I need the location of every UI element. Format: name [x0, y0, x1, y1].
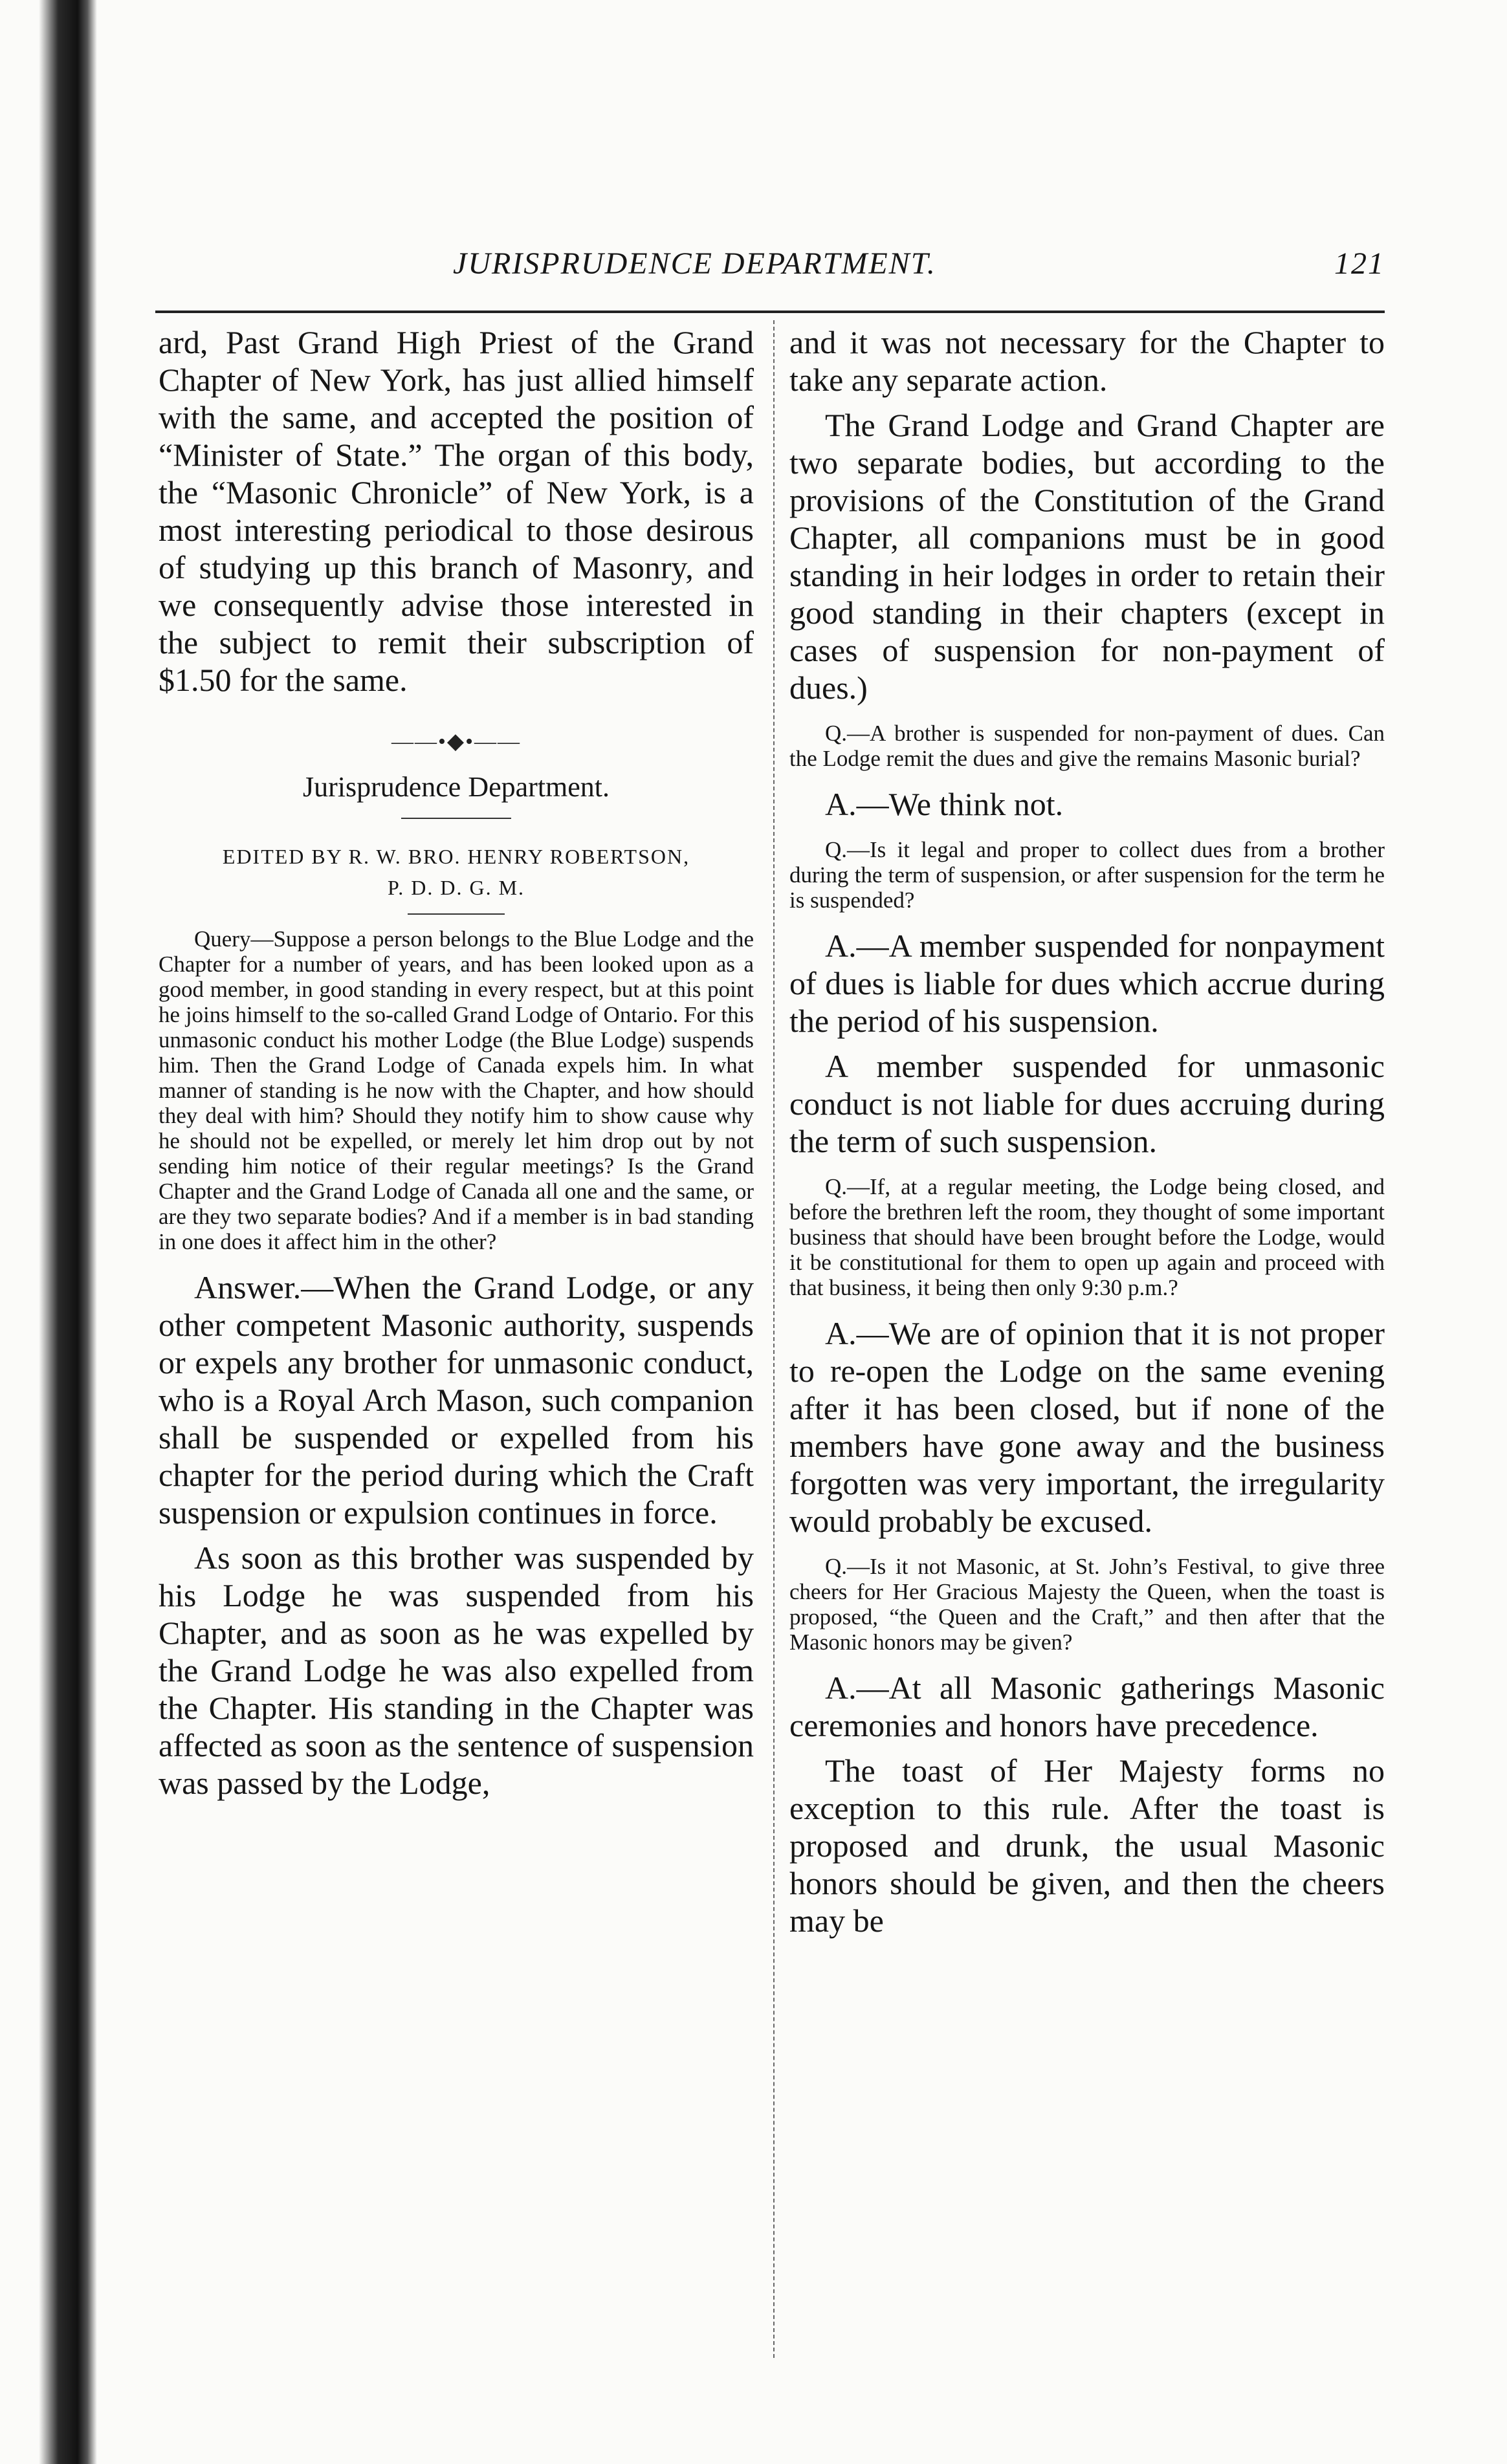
running-title: JURISPRUDENCE DEPARTMENT.: [453, 246, 936, 281]
continuation-paragraph: and it was not necessary for the Chapter to take any separate action.: [789, 324, 1385, 398]
page-binding-edge: [0, 0, 97, 2464]
editor-rule: [408, 913, 505, 915]
opening-paragraph: ard, Past Grand High Priest of the Grand Chapter of New York, has just allied himself with the same, and accepted the position of “Minister of State.” The organ of this body, the “Masonic Chronicle” of New York, is a most interesting periodical to those desirous of studying up this branch of Masonry, and we consequently advise those interested in the subject to remit their subscription of $1.50 for the same.: [159, 324, 754, 698]
answer-paragraph: A member suspended for unmasonic conduct is not liable for dues accruing during the term of such suspension.: [789, 1048, 1385, 1159]
body-paragraph: The Grand Lodge and Grand Chapter are two separate bodies, but according to the provisions of the Constitution of the Grand Chapter, all companions must be in good standing in heir lodges in order to retain their good standing in their chapters (except in cases of suspension for non-payment of dues.): [789, 407, 1385, 706]
answer-paragraph: A.—We are of opinion that it is not proper to re-open the Lodge on the same evening after it has been closed, but if none of the members have gone away and the business forgotten was very important, the irregularity would probably be excused.: [789, 1315, 1385, 1539]
title-rule: [401, 818, 511, 819]
editor-line: [159, 841, 754, 903]
answer-paragraph: The toast of Her Majesty forms no exception to this rule. After the toast is proposed and drunk, the usual Masonic honors should be given, and then the cheers may be: [789, 1752, 1385, 1939]
answer-paragraph: A.—We think not.: [825, 786, 1064, 822]
editor-name: EDITED BY R. W. BRO. HENRY ROBERTSON,: [222, 845, 690, 868]
question-paragraph: Q.—A brother is suspended for non-payment of dues. Can the Lodge remit the dues and give the remains Masonic burial?: [789, 721, 1385, 771]
left-column: [159, 323, 754, 1802]
answer-paragraph: Answer.—When the Grand Lodge, or any other competent Masonic authority, suspends or expels any brother for unmasonic conduct, who is a Royal Arch Mason, such companion shall be suspended or expelled from his chapter for the period during which the Craft suspension or expulsion continues in force.: [159, 1269, 754, 1531]
question-paragraph: Q.—Is it legal and proper to collect dues from a brother during the term of suspension, or after suspension for the term he is suspended?: [789, 837, 1385, 913]
page-number: 121: [1334, 246, 1385, 281]
right-column: [789, 323, 1385, 1939]
body-paragraph: As soon as this brother was suspended by his Lodge he was suspended from his Chapter, and as soon as he was expelled by the Grand Lodge he was also expelled from the Chapter. His standing in the Chapter was affected as soon as the sentence of suspension was passed by the Lodge,: [159, 1540, 754, 1801]
section-ornament: ——•◆•——: [391, 730, 521, 754]
answer-paragraph: A.—A member suspended for nonpayment of dues is liable for dues which accrue during the period of his suspension.: [789, 928, 1385, 1039]
column-divider: [773, 320, 775, 2358]
question-paragraph: Q.—If, at a regular meeting, the Lodge being closed, and before the brethren left the room, they thought of some important business that should have been brought before the Lodge, would it be constitutional for them to open up again and proceed with that business, it being then only 9:30 p.m.?: [789, 1174, 1385, 1300]
running-header: [155, 246, 1385, 298]
editor-title: P. D. D. G. M.: [387, 876, 525, 899]
question-paragraph: Q.—Is it not Masonic, at St. John’s Festival, to give three cheers for Her Gracious Majesty the Queen, when the toast is proposed, “the Queen and the Craft,” and then after that the Masonic honors may be given?: [789, 1554, 1385, 1655]
answer-paragraph: A.—At all Masonic gatherings Masonic ceremonies and honors have precedence.: [789, 1670, 1385, 1743]
department-title: Jurisprudence Department.: [302, 771, 610, 803]
header-rule: [155, 311, 1385, 313]
query-paragraph: Query—Suppose a person belongs to the Blue Lodge and the Chapter for a number of years, and has been looked upon as a good member, in good standing in every respect, but at this point he joins himself to the so-called Grand Lodge of Ontario. For this unmasonic conduct his mother Lodge (the Blue Lodge) suspends him. Then the Grand Lodge of Canada expels him. In what manner of standing is he now with the Chapter, and how should they deal with him? Should they notify him to show cause why he should not be expelled, or merely let him drop out by not sending him notice of their regular meetings? Is the Grand Chapter and the Grand Lodge of Canada all one and the same, or are they two separate bodies? And if a member is in bad standing in one does it affect him in the other?: [159, 926, 754, 1254]
